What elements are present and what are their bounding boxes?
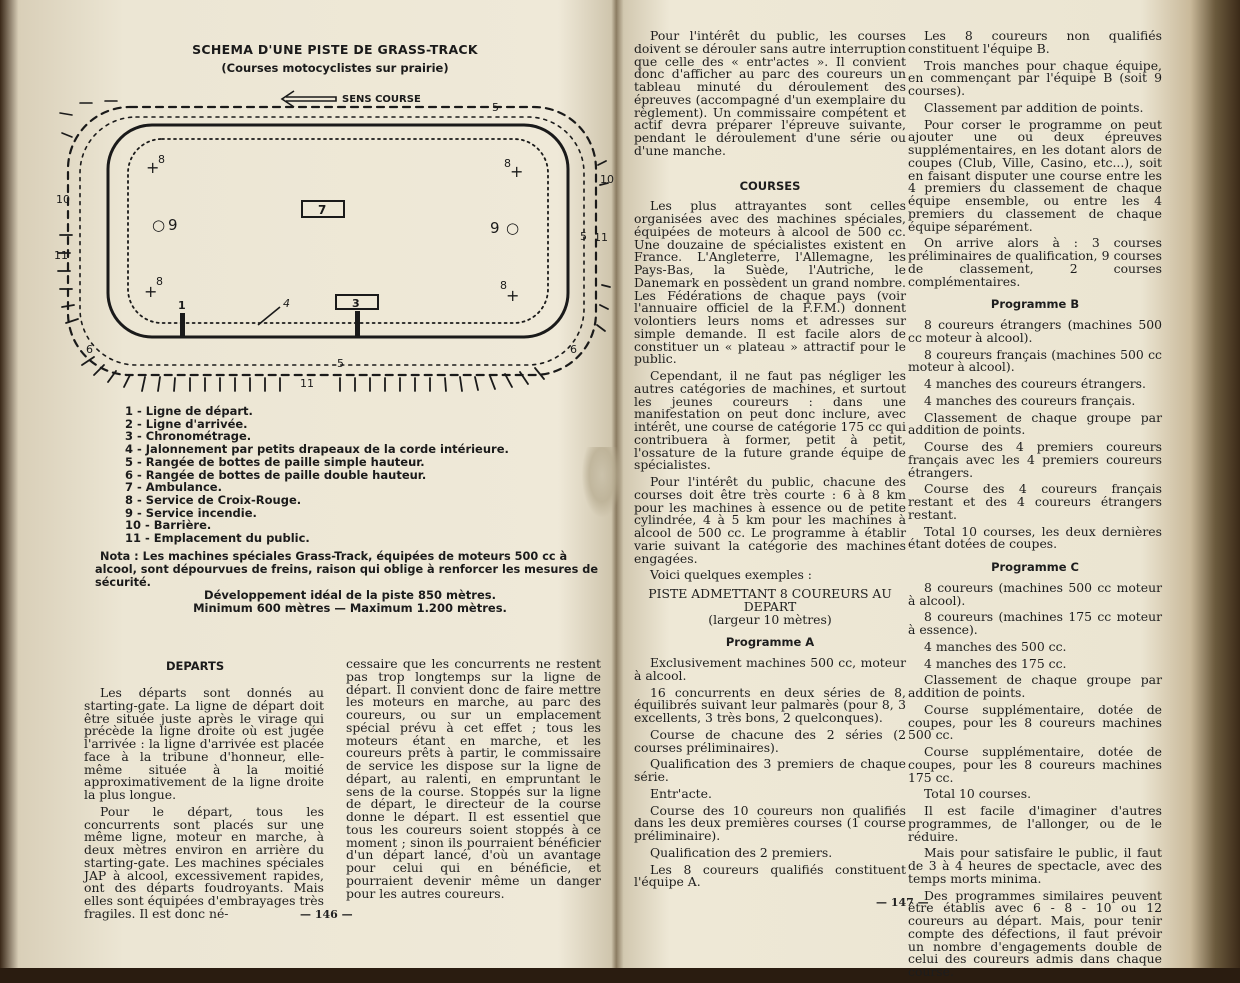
label-6-right: 6 [570, 343, 577, 356]
paragraph: Course des 4 premiers coureurs français avec les 4 premiers coureurs étrangers. [908, 439, 1162, 480]
right-column-2 [908, 30, 1162, 983]
paragraph: Pour l'intérêt du public, les courses doivent se dérouler sans autre interruption que celle des « entr'actes ». Il convient donc d'afficher au parc des coureurs un tableau minuté du déroulement des épreuves (accompagné d'un exemplaire du règlement). Un commissaire compétent et actif devra préparer l'épreuve suivante, pendant le déroulement d'une série ou d'une manche. [634, 28, 906, 158]
paragraph: 8 coureurs étrangers (machines 500 cc moteur à alcool). [908, 317, 1162, 345]
cross-icon: + [506, 286, 520, 305]
label-1: 1 [178, 299, 186, 312]
label-6-left: 6 [86, 343, 93, 356]
finish-line-marker [355, 311, 360, 337]
programme-c-heading: Programme C [991, 560, 1079, 574]
label-9-a: 9 [168, 216, 178, 234]
label-5-top: 5 [492, 101, 499, 114]
legend-item: 6 - Rangée de bottes de paille double hauteur. [125, 467, 427, 482]
departs-heading: DEPARTS [166, 659, 225, 673]
diagram-legend [125, 405, 545, 545]
fire-circle-icon: ○ [506, 219, 520, 237]
legend-item: 2 - Ligne d'arrivée. [125, 416, 248, 431]
label-4: 4 [283, 297, 290, 310]
paragraph: Cependant, il ne faut pas négliger les autres catégories de machines, et surtout les jeunes coureurs : dans une manifestation on peut donc inclure, avec intérêt, une course de catégorie 175 cc qui contribuera à former, petit à petit, l'ossature de la future grande équipe de spécialistes. [634, 368, 906, 473]
paragraph: Classement de chaque groupe par addition de points. [908, 672, 1162, 700]
courses-heading: COURSES [739, 178, 801, 193]
track-diagram [50, 85, 614, 395]
diagram-title: SCHEMA D'UNE PISTE DE GRASS-TRACK [192, 42, 478, 57]
legend-item: 9 - Service incendie. [125, 505, 257, 520]
departs-column-1 [84, 687, 324, 925]
label-9-b: 9 [490, 219, 500, 237]
paragraph: cessaire que les concurrents ne restent pas trop longtemps sur la ligne de départ. Il convient donc de faire mettre les moteurs en marche, au parc des coureurs, ou sur un emplacement spécial prévu à cet effet ; tous les moteurs étant en marche, et les coureurs prêts à partir, le commissaire de service les dispose sur la ligne de départ, au ralenti, en empruntant le sens de la course. Stoppés sur la ligne de départ, le directeur de la course donne le départ. Il est essentiel que tous les coureurs soient stoppés à ce moment ; sinon ils pourraient bénéficier d'un départ lancé, d'où un avantage pour celui qui en bénéficie, et pourraient devenir même un danger pour les autres coureurs. [346, 656, 601, 901]
right-column-1 [634, 30, 906, 893]
label-8-b: 8 [504, 157, 511, 170]
programme-a-heading: Programme A [725, 635, 815, 650]
paragraph: Classement par addition de points. [924, 99, 1144, 115]
red-cross-markers [144, 153, 523, 305]
paragraph: Les plus attrayantes sont celles organisées avec des machines spéciales, équipées de moteurs à alcool de 500 cc. Une douzaine de spécialistes existent en France. L'Angleterre, l'Allemagne, les Pays-Bas, la Suède, l'Autriche, le Danemark en possèdent un grand nombre. Les Fédérations de chaque pays (voir l'annuaire officiel de la F.F.M.) donnent volontiers leurs noms et adresses sur simple demande. Il est facile alors de constituer un « plateau » attractif pour le public. [634, 198, 906, 367]
programme-b-heading: Programme B [990, 297, 1080, 312]
direction-arrow [282, 91, 336, 107]
direction-label: SENS COURSE [342, 94, 421, 105]
paragraph: 8 coureurs (machines 500 cc moteur à alcool). [908, 579, 1162, 608]
legend-item: 5 - Rangée de bottes de paille simple hauteur. [125, 454, 425, 469]
piste-width: (largeur 10 mètres) [708, 611, 832, 627]
legend-item: 11 - Emplacement du public. [125, 531, 310, 546]
label-8-c: 8 [156, 275, 163, 288]
label-11-left: 11 [54, 249, 68, 262]
paragraph: Course des 4 coureurs français restant et des 4 coureurs étrangers restant. [908, 481, 1162, 522]
development-note [160, 589, 540, 615]
paragraph: Pour l'intérêt du public, chacune des courses doit être très courte : 6 à 8 km pour les machines à essence ou de petite cylindrée, 4 à 5 km pour les machines à alcool de 500 cc. Le programme à établir varie suivant la catégorie des machines engagées. [634, 474, 906, 566]
legend-item: 4 - Jalonnement par petits drapeaux de la corde intérieure. [125, 442, 509, 457]
diagram-subtitle: (Courses motocyclistes sur prairie) [221, 61, 449, 75]
paragraph: 4 manches des 500 cc. [924, 638, 1067, 654]
development-line: Développement idéal de la piste 850 mètres. [204, 588, 496, 602]
paragraph: Classement de chaque groupe par addition de points. [908, 409, 1162, 438]
paragraph: Mais pour satisfaire le public, il faut de 3 à 4 heures de spectacle, avec des temps morts minima. [908, 845, 1162, 886]
paragraph: Il est facile d'imaginer d'autres programmes, de l'allonger, ou de le réduire. [908, 803, 1162, 844]
paragraph: On arrive alors à : 3 courses préliminaires de qualification, 9 courses de classement, 2 courses complémentaires. [908, 235, 1162, 289]
label-8-a: 8 [158, 153, 165, 166]
label-3: 3 [352, 297, 360, 310]
legend-item: 8 - Service de Croix-Rouge. [125, 492, 302, 507]
public-area-hatching [58, 161, 610, 391]
paragraph: Exclusivement machines 500 cc, moteur à alcool. [634, 655, 906, 683]
page-number-left: — 146 — [300, 908, 353, 921]
departs-column-2 [346, 658, 601, 904]
paragraph: 8 coureurs français (machines 500 cc moteur à alcool). [908, 346, 1162, 375]
paragraph: Qualification des 3 premiers de chaque série. [634, 756, 906, 784]
paragraph: 8 coureurs (machines 175 cc moteur à essence). [908, 609, 1162, 637]
paragraph: 4 manches des coureurs étrangers. [924, 376, 1146, 391]
paragraph: Les 8 coureurs non qualifiés constituent l'équipe B. [908, 28, 1162, 56]
right-page [612, 0, 1240, 979]
paragraph: Entr'acte. [650, 785, 712, 801]
legend-item: 7 - Ambulance. [125, 480, 222, 495]
legend-item: 10 - Barrière. [125, 518, 212, 533]
paragraph: Course supplémentaire, dotée de coupes, pour les 8 coureurs machines 500 cc. [908, 701, 1162, 743]
barrier-line [68, 107, 596, 375]
paragraph: Qualification des 2 premiers. [650, 844, 833, 860]
label-10-right: 10 [600, 173, 614, 186]
piste-heading: PISTE ADMETTANT 8 COUREURS AU DEPART [648, 586, 892, 614]
label-5-right: 5 [580, 230, 587, 243]
paragraph: Course des 10 coureurs non qualifiés dans les deux premières courses (1 course préliminaire). [634, 802, 906, 843]
paragraph: Pour corser le programme on peut ajouter une ou deux épreuves supplémentaires, en les dotant alors de coupes (Club, Ville, Casino, etc...), soit en faisant disputer une course entre les 4 premiers du classement de chaque équipe ensemble, ou entre les 4 premiers du classement de chaque équipe séparément. [908, 116, 1162, 234]
paragraph: Course de chacune des 2 séries (2 courses préliminaires). [634, 726, 906, 755]
legend-item: 3 - Chronométrage. [125, 429, 252, 444]
label-8-d: 8 [500, 279, 507, 292]
paragraph: Voici quelques exemples : [650, 567, 812, 583]
cross-icon: + [146, 158, 160, 177]
left-page [0, 0, 612, 968]
paragraph: Les 8 coureurs qualifiés constituent l'équipe A. [634, 861, 906, 890]
cross-icon: + [510, 162, 524, 181]
cross-icon: + [144, 282, 158, 301]
paragraph: Course supplémentaire, dotée de coupes, pour les 8 coureurs machines 175 cc. [908, 744, 1162, 785]
paragraph: Trois manches pour chaque équipe, en commençant par l'équipe B (soit 9 courses). [908, 57, 1162, 98]
fire-service-markers [152, 216, 519, 237]
label-5-bottom: 5 [337, 357, 344, 370]
paragraph: Total 10 courses. [924, 786, 1032, 802]
paragraph: 16 concurrents en deux séries de 8, équilibrés suivant leur palmarès (pour 8, 3 excellents, 3 très bons, 2 quelconques). [634, 684, 906, 725]
development-line: Minimum 600 mètres — Maximum 1.200 mètres. [193, 600, 507, 615]
nota-text: Nota : Les machines spéciales Grass-Track, équipées de moteurs 500 cc à alcool, sont dépourvues de freins, raison qui oblige à renforcer les mesures de sécurité. [95, 550, 599, 589]
label-11-right: 11 [594, 231, 608, 244]
paragraph: Des programmes similaires peuvent être établis avec 6 - 8 - 10 ou 12 coureurs au départ. Mais, pour tenir compte des défections, il faut prévoir un nombre d'engagements double de celui des coureurs admis dans chaque course. [908, 887, 1162, 979]
paragraph: 4 manches des 175 cc. [924, 655, 1067, 671]
paragraph: Total 10 courses, les deux dernières étant dotées de coupes. [908, 523, 1162, 552]
public-area-top [60, 101, 117, 137]
fire-circle-icon: ○ [152, 216, 166, 234]
label-11-bottom: 11 [300, 377, 314, 390]
paragraph: 4 manches des coureurs français. [924, 392, 1136, 408]
start-line-marker [180, 313, 185, 337]
label-10-left: 10 [56, 193, 70, 206]
paragraph: Les départs sont donnés au starting-gate. La ligne de départ doit être située juste après le virage qui précède la ligne droite où est jugée l'arrivée : la ligne d'arrivée est placée face à la tribune d'honneur, elle-même située à la moitié approximativement de la ligne droite la plus longue. [84, 685, 324, 802]
double-straw-line [80, 117, 584, 365]
legend-item: 1 - Ligne de départ. [125, 404, 253, 418]
label-7: 7 [318, 203, 327, 217]
page-number-right: — 147 — [876, 896, 929, 909]
paragraph: Pour le départ, tous les concurrents sont placés sur une même ligne, moteur en marche, à deux mètres environ en arrière du starting-gate. Les machines spéciales JAP à alcool, excessivement rapides, ont des départs foudroyants. Mais elles sont équipées d'embrayages très fragiles. Il est donc né- [84, 803, 324, 921]
